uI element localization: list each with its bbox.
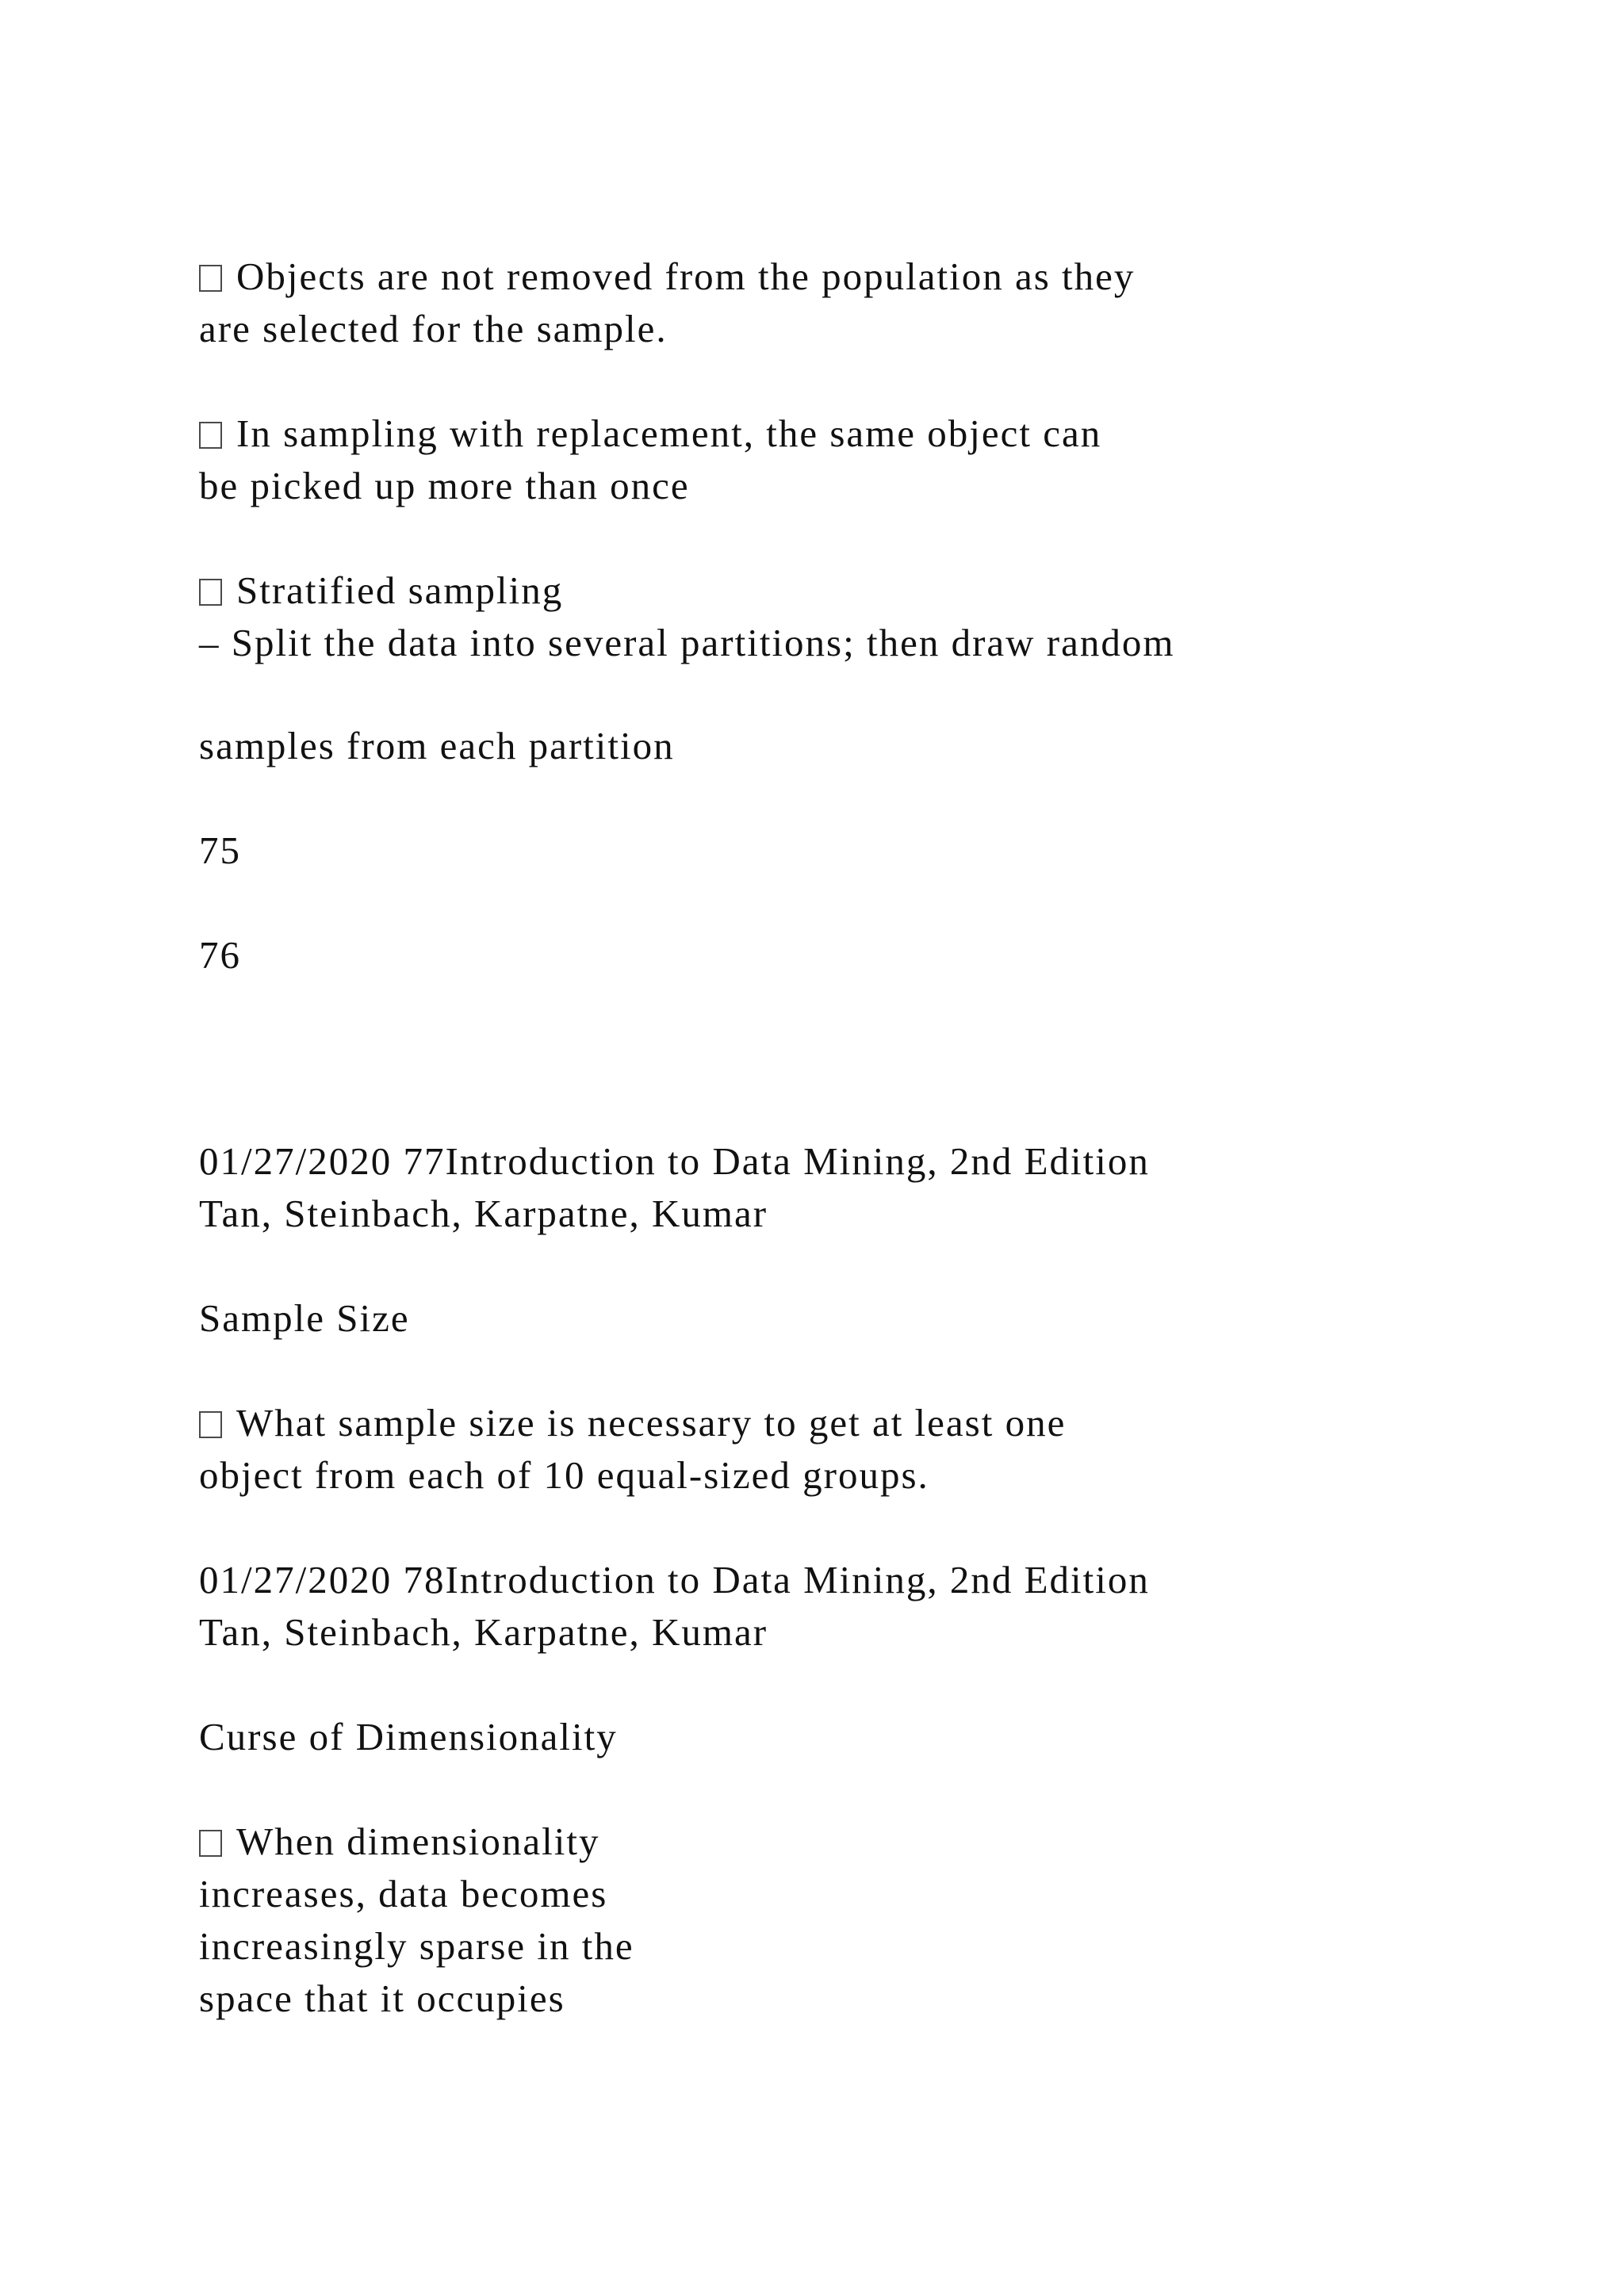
text-line: be picked up more than once: [199, 464, 690, 507]
text-line: Objects are not removed from the population as they: [236, 254, 1136, 298]
bullet-box-icon: [199, 422, 222, 449]
text-line: samples from each partition: [199, 724, 675, 767]
text-line: In sampling with replacement, the same object can: [236, 411, 1102, 455]
bullet-line: [199, 564, 563, 617]
bullet-box-icon: [199, 1411, 222, 1438]
text-line: When dimensionality: [236, 1820, 600, 1863]
footer-line: 01/27/2020 77Introduction to Data Mining, 2nd Edition: [199, 1139, 1150, 1183]
bullet-line: [199, 251, 1135, 303]
text-line: Stratified sampling: [236, 568, 564, 612]
section-heading: Curse of Dimensionality: [199, 1715, 618, 1758]
footer-line: Tan, Steinbach, Karpatne, Kumar: [199, 1610, 768, 1654]
text-line: increases, data becomes: [199, 1872, 608, 1915]
text-line: are selected for the sample.: [199, 307, 668, 350]
bullet-box-icon: [199, 579, 222, 606]
bullet-line: [199, 1816, 600, 1868]
footer-line: Tan, Steinbach, Karpatne, Kumar: [199, 1192, 768, 1235]
text-line: space that it occupies: [199, 1976, 565, 2020]
text-line: object from each of 10 equal-sized groups.: [199, 1453, 929, 1497]
page-number: 75: [199, 828, 241, 872]
bullet-box-icon: [199, 265, 222, 292]
bullet-box-icon: [199, 1830, 222, 1857]
text-line: What sample size is necessary to get at least one: [236, 1401, 1067, 1445]
bullet-line: [199, 408, 1101, 460]
page-number: 76: [199, 933, 241, 977]
footer-line: 01/27/2020 78Introduction to Data Mining, 2nd Edition: [199, 1558, 1150, 1601]
text-line: – Split the data into several partitions; then draw random: [199, 621, 1175, 664]
section-heading: Sample Size: [199, 1296, 410, 1340]
text-line: increasingly sparse in the: [199, 1924, 634, 1968]
bullet-line: [199, 1397, 1066, 1449]
